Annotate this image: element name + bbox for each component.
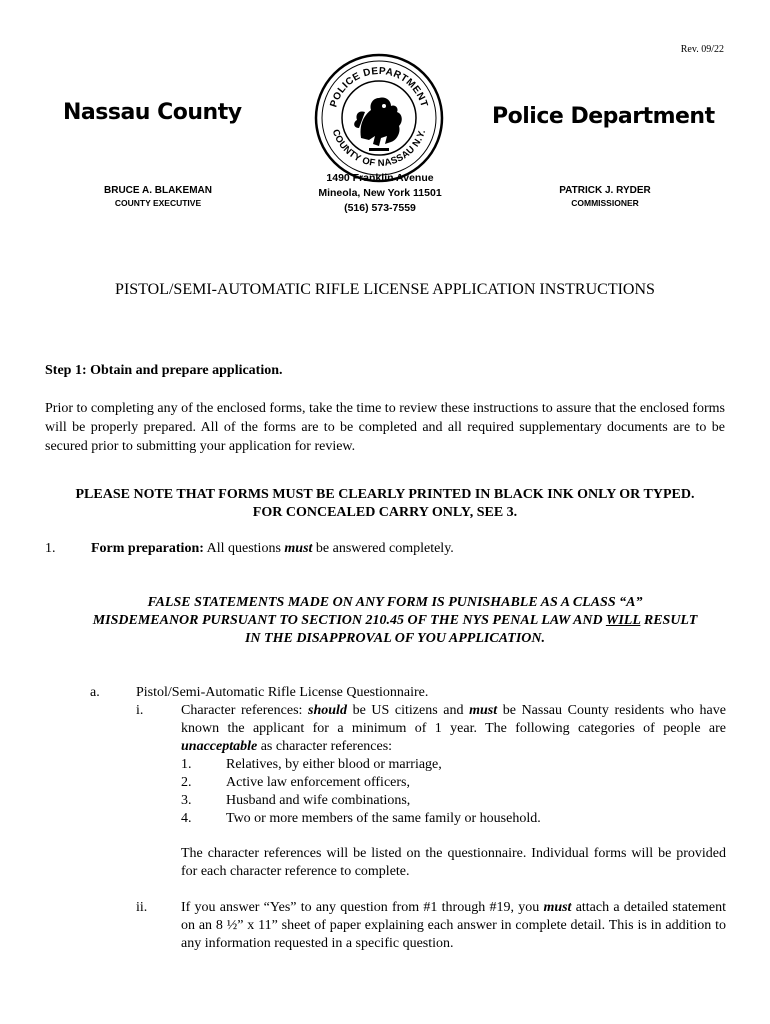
item1-text-before: All questions xyxy=(203,541,285,556)
seal-graphic xyxy=(313,52,445,184)
sub-i-text-2: be US citizens and xyxy=(346,703,470,718)
item1-label: Form preparation: xyxy=(91,541,204,556)
sub-i-followup: The character references will be listed on the questionnaire. Individual forms will be provided for each character reference to complete. xyxy=(181,846,726,879)
sub-i-paragraph xyxy=(181,702,726,756)
sub-ii-text-2: attach a detailed statement on an 8 ½” x 11” sheet of paper explaining each answer in complete detail. This is in addition to any information requested in a specific question. xyxy=(181,900,726,951)
commissioner-name: PATRICK J. RYDER xyxy=(559,185,651,196)
county-name: Nassau County xyxy=(63,100,242,125)
list-item-number: 3. xyxy=(181,793,192,808)
sub-ii-text-1: If you answer “Yes” to any question from #1 through #19, you xyxy=(181,900,544,915)
address-street: 1490 Franklin Avenue xyxy=(326,172,434,184)
warning-line-2-after: RESULT xyxy=(640,613,698,628)
list-item-number: 1. xyxy=(181,757,192,772)
item1-text-after: be answered completely. xyxy=(312,541,454,556)
warning-line-2-before: MISDEMEANOR PURSUANT TO SECTION 210.45 OF THE NYS PENAL LAW AND xyxy=(92,613,606,628)
sub-i-text-3: be Nassau County residents who have known the applicant for a minimum of 1 year. The following categories of people are xyxy=(181,703,726,736)
county-executive-name: BRUCE A. BLAKEMAN xyxy=(104,185,212,196)
note-line-2: FOR CONCEALED CARRY ONLY, SEE 3. xyxy=(252,505,518,520)
item-a-letter: a. xyxy=(90,685,100,700)
department-name: Police Department xyxy=(492,104,715,129)
sub-i-numeral: i. xyxy=(136,703,144,718)
sub-i-emphasis-2: must xyxy=(469,703,498,718)
police-seal-logo xyxy=(313,52,445,184)
address-city: Mineola, New York 11501 xyxy=(318,187,442,199)
warning-line-3: IN THE DISAPPROVAL OF YOU APPLICATION. xyxy=(244,631,545,646)
sub-ii-numeral: ii. xyxy=(136,900,148,915)
sub-ii-paragraph xyxy=(181,899,726,953)
warning-underlined-word: WILL xyxy=(605,613,641,628)
list-item-text: Husband and wife combinations, xyxy=(226,793,411,808)
sub-i-emphasis-1: should xyxy=(308,703,347,718)
step1-heading: Step 1: Obtain and prepare application. xyxy=(45,363,283,378)
item-a-heading: Pistol/Semi-Automatic Rifle License Questionnaire. xyxy=(136,685,429,700)
item1-number: 1. xyxy=(45,541,56,556)
item1-emphasis: must xyxy=(284,541,313,556)
warning-line-2 xyxy=(60,613,730,629)
note-line-1: PLEASE NOTE THAT FORMS MUST BE CLEARLY PRINTED IN BLACK INK ONLY OR TYPED. xyxy=(75,487,695,502)
svg-text:POLICE DEPARTMENT: POLICE DEPARTMENT xyxy=(328,65,430,109)
warning-line-1: FALSE STATEMENTS MADE ON ANY FORM IS PUNISHABLE AS A CLASS “A” xyxy=(147,595,643,610)
list-item-text: Two or more members of the same family or household. xyxy=(226,811,541,826)
list-item-number: 2. xyxy=(181,775,192,790)
commissioner-title: COMMISSIONER xyxy=(571,198,639,208)
sub-i-text-1: Character references: xyxy=(181,703,309,718)
revision-date: Rev. 09/22 xyxy=(680,44,724,55)
step1-paragraph: Prior to completing any of the enclosed forms, take the time to review these instructions to assure that the enclosed forms will be properly prepared. All of the forms are to be completed and all required supplementary documents are to be secured prior to submitting your application for review. xyxy=(45,401,725,454)
address-phone: (516) 573-7559 xyxy=(344,202,416,214)
county-executive-title: COUNTY EXECUTIVE xyxy=(114,198,202,208)
list-item-text: Active law enforcement officers, xyxy=(226,775,410,790)
list-item-text: Relatives, by either blood or marriage, xyxy=(226,757,442,772)
sub-i-emphasis-3: unacceptable xyxy=(181,739,258,754)
document-title: PISTOL/SEMI-AUTOMATIC RIFLE LICENSE APPLICATION INSTRUCTIONS xyxy=(115,281,655,298)
svg-text:COUNTY OF NASSAU N.Y.: COUNTY OF NASSAU N.Y. xyxy=(329,127,429,170)
sub-ii-emphasis: must xyxy=(543,900,572,915)
sub-i-text-4: as character references: xyxy=(257,739,393,754)
list-item-number: 4. xyxy=(181,811,192,826)
item1-text xyxy=(91,541,454,557)
